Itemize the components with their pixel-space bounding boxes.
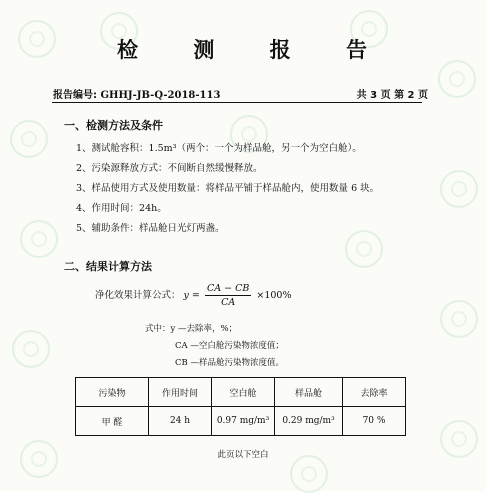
formula-lhs: y = bbox=[183, 290, 200, 301]
results-table bbox=[75, 377, 406, 436]
page-info: 共 3 页 第 2 页 bbox=[356, 90, 428, 101]
report-number-value: GHHJ-JB-Q-2018-113 bbox=[100, 90, 221, 101]
report-number-label: 报告编号: bbox=[53, 90, 97, 101]
table-cell: 甲 醛 bbox=[76, 407, 149, 436]
report-title: 检 测 报 告 bbox=[117, 37, 391, 62]
table-cell: 70 % bbox=[343, 407, 406, 436]
watermark-seal bbox=[438, 60, 476, 98]
formula-prefix: 净化效果计算公式： bbox=[95, 290, 181, 301]
table-cell: 0.29 mg/m³ bbox=[275, 407, 343, 436]
table-header-row bbox=[76, 378, 406, 407]
header-divider bbox=[52, 102, 422, 103]
watermark-seal bbox=[12, 330, 50, 368]
condition-item: 1、测试舱容积：1.5m³（两个：一个为样品舱，另一个为空白舱）。 bbox=[76, 143, 362, 154]
formula-fraction bbox=[205, 283, 251, 308]
watermark-seal bbox=[10, 120, 48, 158]
formula-numerator: CA − CB bbox=[206, 283, 250, 294]
formula-note: CA —空白舱污染物浓度值； bbox=[175, 341, 284, 351]
report-number bbox=[53, 86, 220, 101]
section-title-calculation: 二、结果计算方法 bbox=[64, 260, 152, 273]
condition-item: 2、污染源释放方式：不间断自然缓慢释放。 bbox=[76, 163, 263, 174]
table-cell: 24 h bbox=[149, 407, 212, 436]
table-header-cell: 污染物 bbox=[76, 378, 149, 407]
table-header-cell: 样品舱 bbox=[275, 378, 343, 407]
formula-suffix: ×100% bbox=[256, 290, 292, 301]
watermark-seal bbox=[440, 300, 478, 338]
table-header-cell: 空白舱 bbox=[212, 378, 275, 407]
table-header-cell: 作用时间 bbox=[149, 378, 212, 407]
condition-item: 3、样品使用方式及使用数量：将样品平铺于样品舱内，使用数量 6 块。 bbox=[76, 183, 380, 194]
formula bbox=[95, 283, 291, 308]
section-title-methods: 一、检测方法及条件 bbox=[64, 119, 163, 132]
table-header-cell: 去除率 bbox=[343, 378, 406, 407]
formula-denominator: CA bbox=[221, 297, 236, 308]
formula-note: 式中：y —去除率，%； bbox=[145, 324, 238, 334]
watermark-seal bbox=[20, 220, 58, 258]
formula-note: CB —样品舱污染物浓度值。 bbox=[175, 358, 284, 368]
watermark-seal bbox=[345, 230, 383, 268]
watermark-seal bbox=[440, 170, 478, 208]
table-cell: 0.97 mg/m³ bbox=[212, 407, 275, 436]
end-of-page-note: 此页以下空白 bbox=[217, 450, 269, 460]
condition-item: 5、辅助条件：样品舱日光灯两盏。 bbox=[76, 223, 225, 234]
watermark-seal bbox=[290, 455, 328, 493]
table-row bbox=[76, 407, 406, 436]
condition-item: 4、作用时间：24h。 bbox=[76, 203, 167, 214]
